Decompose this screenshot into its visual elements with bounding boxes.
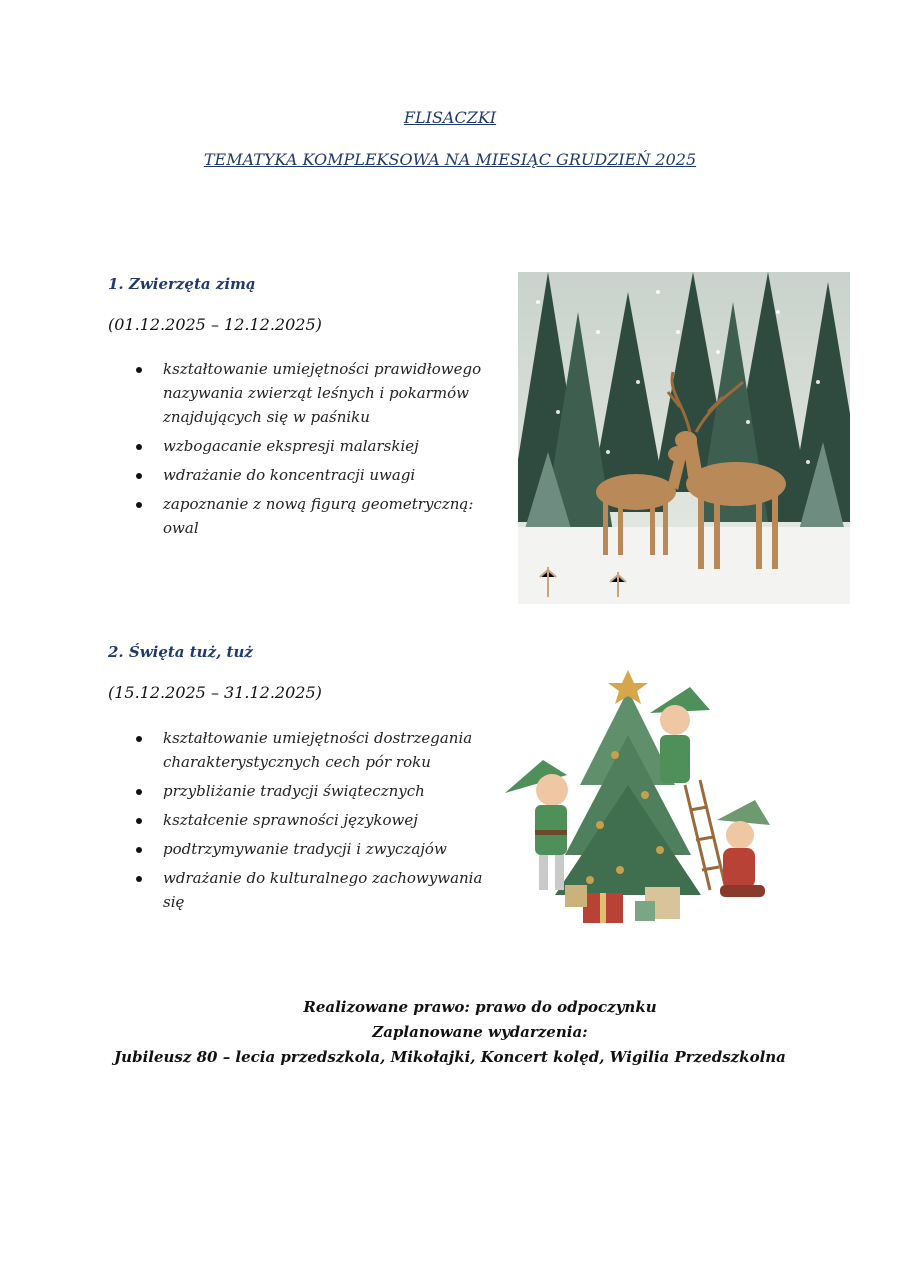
realized-right: Realizowane prawo: prawo do odpoczynku [303,998,657,1016]
footer [0,995,900,1070]
list-item: kształtowanie umiejętności prawidłowego nazywania zwierząt leśnych i pokarmów znajdujących się w paśniku [108,357,508,429]
list-item: wdrażanie do kulturalnego zachowywania się [108,866,488,914]
list-item: wdrażanie do koncentracji uwagi [108,463,508,487]
group-title: FLISACZKI [403,108,497,127]
planned-events-label: Zaplanowane wydarzenia: [372,1023,588,1041]
section-2-dates: (15.12.2025 – 31.12.2025) [108,683,322,702]
list-item: zapoznanie z nową figurą geometryczną: owal [108,492,508,540]
list-item: przybliżanie tradycji świątecznych [108,779,488,803]
list-item: podtrzymywanie tradycji i zwyczajów [108,837,488,861]
section-2-goals [108,726,488,919]
section-2-heading: 2. Święta tuż, tuż [108,643,253,661]
section-1-heading: 1. Zwierzęta zimą [108,275,256,293]
list-item: kształcenie sprawności językowej [108,808,488,832]
deer-winter-forest-illustration [518,272,850,604]
list-item: kształtowanie umiejętności dostrzegania charakterystycznych cech pór roku [108,726,488,774]
list-item: wzbogacanie ekspresji malarskiej [108,434,508,458]
elves-christmas-tree-illustration [495,665,795,940]
planned-events: Jubileusz 80 – lecia przedszkola, Mikołajki, Koncert kolęd, Wigilia Przedszkolna [114,1048,786,1066]
section-1-dates: (01.12.2025 – 12.12.2025) [108,315,322,334]
section-1-goals [108,357,508,545]
page-title: TEMATYKA KOMPLEKSOWA NA MIESIĄC GRUDZIEŃ 2025 [203,150,697,169]
